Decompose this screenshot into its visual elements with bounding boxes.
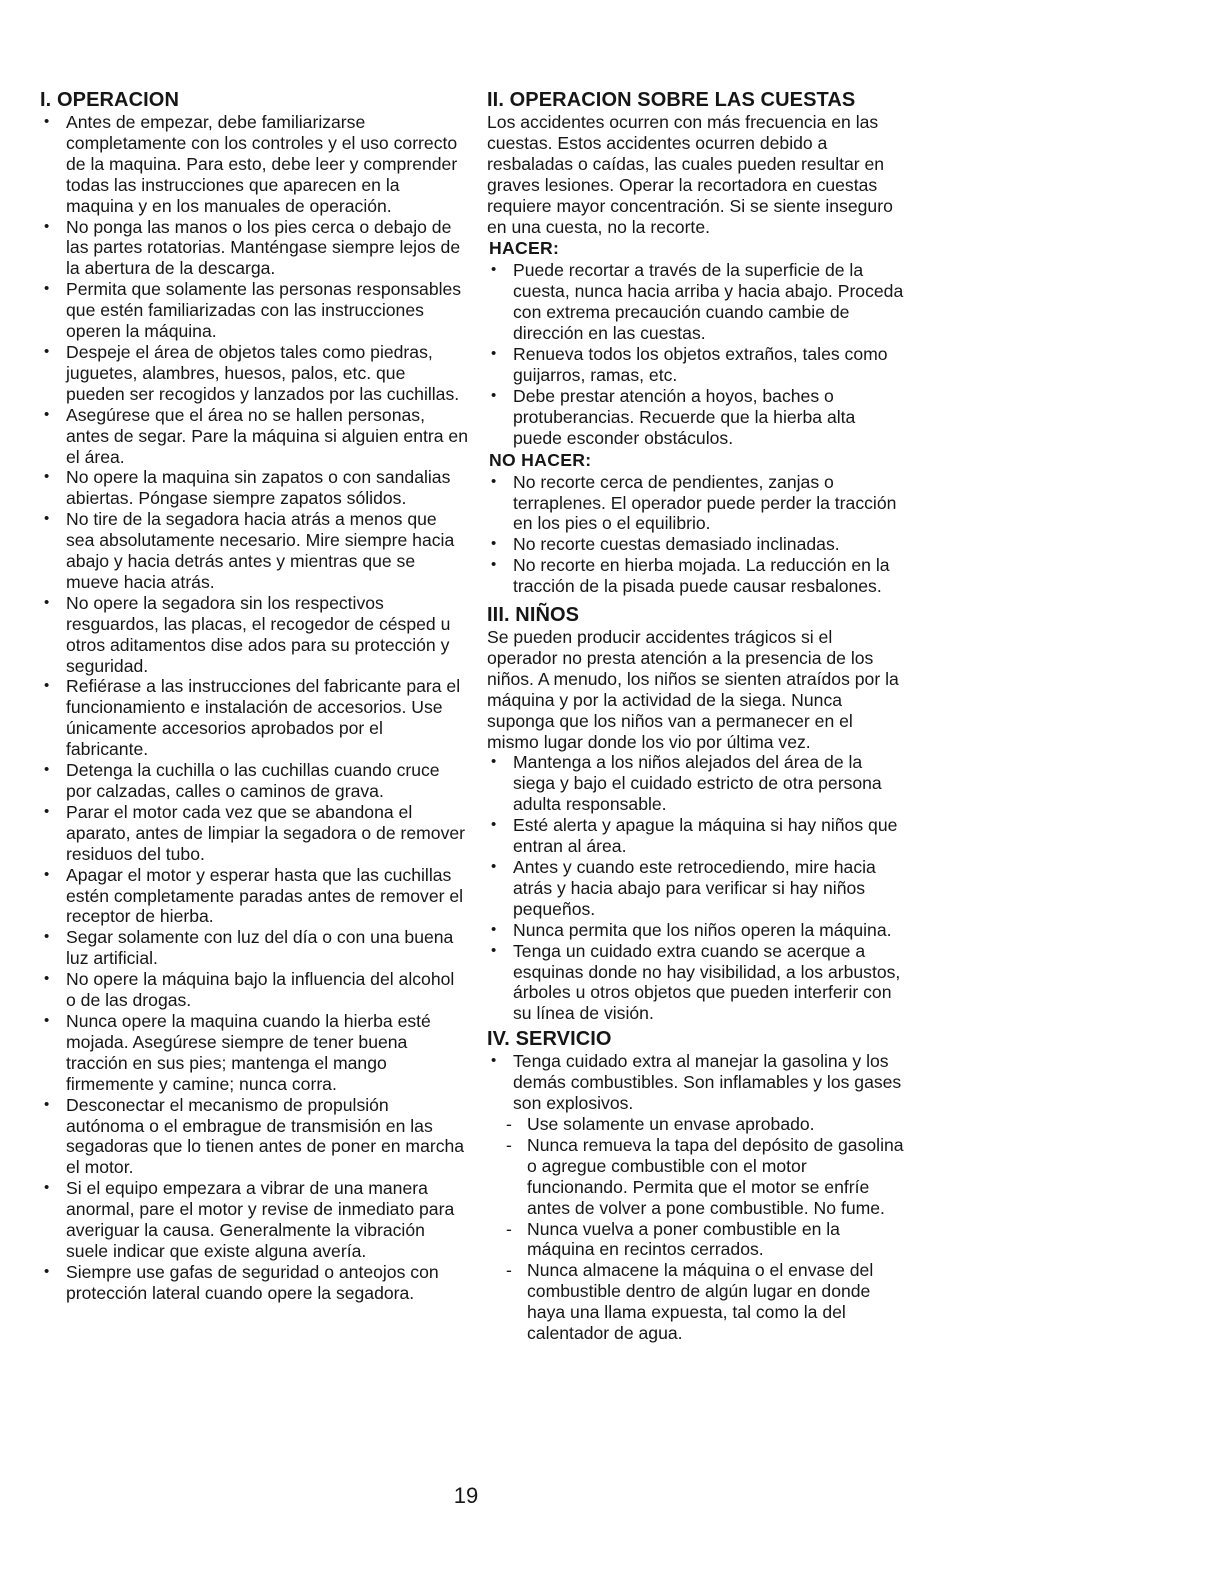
cuestas-intro: Los accidentes ocurren con más frecuencia en las cuestas. Estos accidentes ocurren debido a resbaladas o caídas, las cuales pueden resultar en graves lesiones. Operar la recortadora en cuestas requiere mayor concentración. Si se siente inseguro en una cuesta, no la recorte. bbox=[487, 112, 893, 237]
list-item: • No opere la máquina bajo la influencia del alcohol o de las drogas. bbox=[40, 969, 468, 1011]
list-item: • Apagar el motor y esperar hasta que las cuchillas estén completamente paradas antes de remover el receptor de hierba. bbox=[40, 865, 468, 928]
list-item: • No recorte cuestas demasiado inclinadas. bbox=[487, 534, 907, 555]
list-item: • Antes y cuando este retrocediendo, mire hacia atrás y hacia abajo para verificar si hay niños pequeños. bbox=[487, 857, 907, 920]
list-item: • Segar solamente con luz del día o con una buena luz artificial. bbox=[40, 927, 468, 969]
right-column bbox=[487, 88, 907, 1344]
list-item: • Refiérase a las instrucciones del fabricante para el funcionamiento e instalación de accesorios. Use únicamente accesorios aprobados por el fabricante. bbox=[40, 676, 468, 760]
list-item: • Debe prestar atención a hoyos, baches o protuberancias. Recuerde que la hierba alta puede esconder obstáculos. bbox=[487, 386, 907, 449]
list-item: • No tire de la segadora hacia atrás a menos que sea absolutamente necesario. Mire siempre hacia abajo y hacia detrás antes y mientras que se mueve hacia atrás. bbox=[40, 509, 468, 593]
list-item: • Detenga la cuchilla o las cuchillas cuando cruce por calzadas, calles o caminos de grava. bbox=[40, 760, 468, 802]
list-item: - Use solamente un envase aprobado. bbox=[500, 1114, 907, 1135]
list-item: • Parar el motor cada vez que se abandona el aparato, antes de limpiar la segadora o de remover residuos del tubo. bbox=[40, 802, 468, 865]
section-title-cuestas: II. OPERACION SOBRE LAS CUESTAS bbox=[487, 89, 856, 111]
hacer-bullet-list bbox=[487, 260, 907, 448]
list-item: - Nunca remueva la tapa del depósito de gasolina o agregue combustible con el motor funcionando. Permita que el motor se enfríe antes de volver a pone combustible. No fume. bbox=[500, 1135, 907, 1219]
list-item: • Tenga cuidado extra al manejar la gasolina y los demás combustibles. Son inflamables y los gases son explosivos. bbox=[487, 1051, 907, 1114]
servicio-dash-list bbox=[487, 1114, 907, 1344]
list-item: • No opere la maquina sin zapatos o con sandalias abiertas. Póngase siempre zapatos sólidos. bbox=[40, 467, 468, 509]
list-item: • No opere la segadora sin los respectivos resguardos, las placas, el recogedor de césped u otros aditamentos dise ados para su protección y seguridad. bbox=[40, 593, 468, 677]
servicio-bullet-list bbox=[487, 1051, 907, 1114]
section-title-servicio: IV. SERVICIO bbox=[487, 1028, 612, 1051]
left-column bbox=[40, 88, 468, 1304]
list-item: • Nunca opere la maquina cuando la hierba esté mojada. Asegúrese siempre de tener buena tracción en sus pies; mantenga el mango firmemente y camine; nunca corra. bbox=[40, 1011, 468, 1095]
list-item: - Nunca almacene la máquina o el envase del combustible dentro de algún lugar en donde haya una llama expuesta, tal como la del calentador de agua. bbox=[500, 1260, 907, 1344]
list-item: • Despeje el área de objetos tales como piedras, juguetes, alambres, huesos, palos, etc. que pueden ser recogidos y lanzados por las cuchillas. bbox=[40, 342, 468, 405]
list-item: • Nunca permita que los niños operen la máquina. bbox=[487, 920, 907, 941]
no-hacer-heading: NO HACER: bbox=[489, 449, 592, 470]
page-number: 19 bbox=[453, 1483, 479, 1508]
list-item: • Antes de empezar, debe familiarizarse completamente con los controles y el uso correcto de la maquina. Para esto, debe leer y comprender todas las instrucciones que aparecen en la maquina y en los manuales de operación. bbox=[40, 112, 468, 217]
list-item: - Nunca vuelva a poner combustible en la máquina en recintos cerrados. bbox=[500, 1219, 907, 1261]
list-item: • Permita que solamente las personas responsables que estén familiarizadas con las instrucciones operen la máquina. bbox=[40, 279, 468, 342]
no-hacer-bullet-list bbox=[487, 472, 907, 597]
list-item: • Siempre use gafas de seguridad o anteojos con protección lateral cuando opere la segadora. bbox=[40, 1262, 468, 1304]
operacion-bullet-list bbox=[40, 112, 468, 1304]
list-item: • Mantenga a los niños alejados del área de la siega y bajo el cuidado estricto de otra persona adulta responsable. bbox=[487, 752, 907, 815]
list-item: • Desconectar el mecanismo de propulsión autónoma o el embrague de transmisión en las segadoras que lo tienen antes de poner en marcha el motor. bbox=[40, 1095, 468, 1179]
list-item: • No ponga las manos o los pies cerca o debajo de las partes rotatorias. Manténgase siempre lejos de la abertura de la descarga. bbox=[40, 217, 468, 280]
section-title-ninos: III. NIÑOS bbox=[487, 604, 580, 627]
section-title-operacion: I. OPERACION bbox=[40, 89, 179, 111]
list-item: • Renueva todos los objetos extraños, tales como guijarros, ramas, etc. bbox=[487, 344, 907, 386]
list-item: • Esté alerta y apague la máquina si hay niños que entran al área. bbox=[487, 815, 907, 857]
list-item: • Puede recortar a través de la superficie de la cuesta, nunca hacia arriba y hacia abajo. Proceda con extrema precaución cuando cambie de dirección en las cuestas. bbox=[487, 260, 907, 344]
ninos-intro: Se pueden producir accidentes trágicos si el operador no presta atención a la presencia de los niños. A menudo, los niños se sienten atraídos por la máquina y por la actividad de la siega. Nunca suponga que los niños van a permanecer en el mismo lugar donde los vio por última vez. bbox=[487, 627, 899, 752]
hacer-heading: HACER: bbox=[489, 238, 560, 259]
list-item: • Asegúrese que el área no se hallen personas, antes de segar. Pare la máquina si alguien entra en el área. bbox=[40, 405, 468, 468]
list-item: • No recorte en hierba mojada. La reducción en la tracción de la pisada puede causar resbalones. bbox=[487, 555, 907, 597]
ninos-bullet-list bbox=[487, 752, 907, 1024]
list-item: • Si el equipo empezara a vibrar de una manera anormal, pare el motor y revise de inmediato para averiguar la causa. Generalmente la vibración suele indicar que existe alguna avería. bbox=[40, 1178, 468, 1262]
list-item: • Tenga un cuidado extra cuando se acerque a esquinas donde no hay visibilidad, a los arbustos, árboles u otros objetos que pueden interferir con su línea de visión. bbox=[487, 941, 907, 1025]
list-item: • No recorte cerca de pendientes, zanjas o terraplenes. El operador puede perder la tracción en los pies o el equilibrio. bbox=[487, 472, 907, 535]
